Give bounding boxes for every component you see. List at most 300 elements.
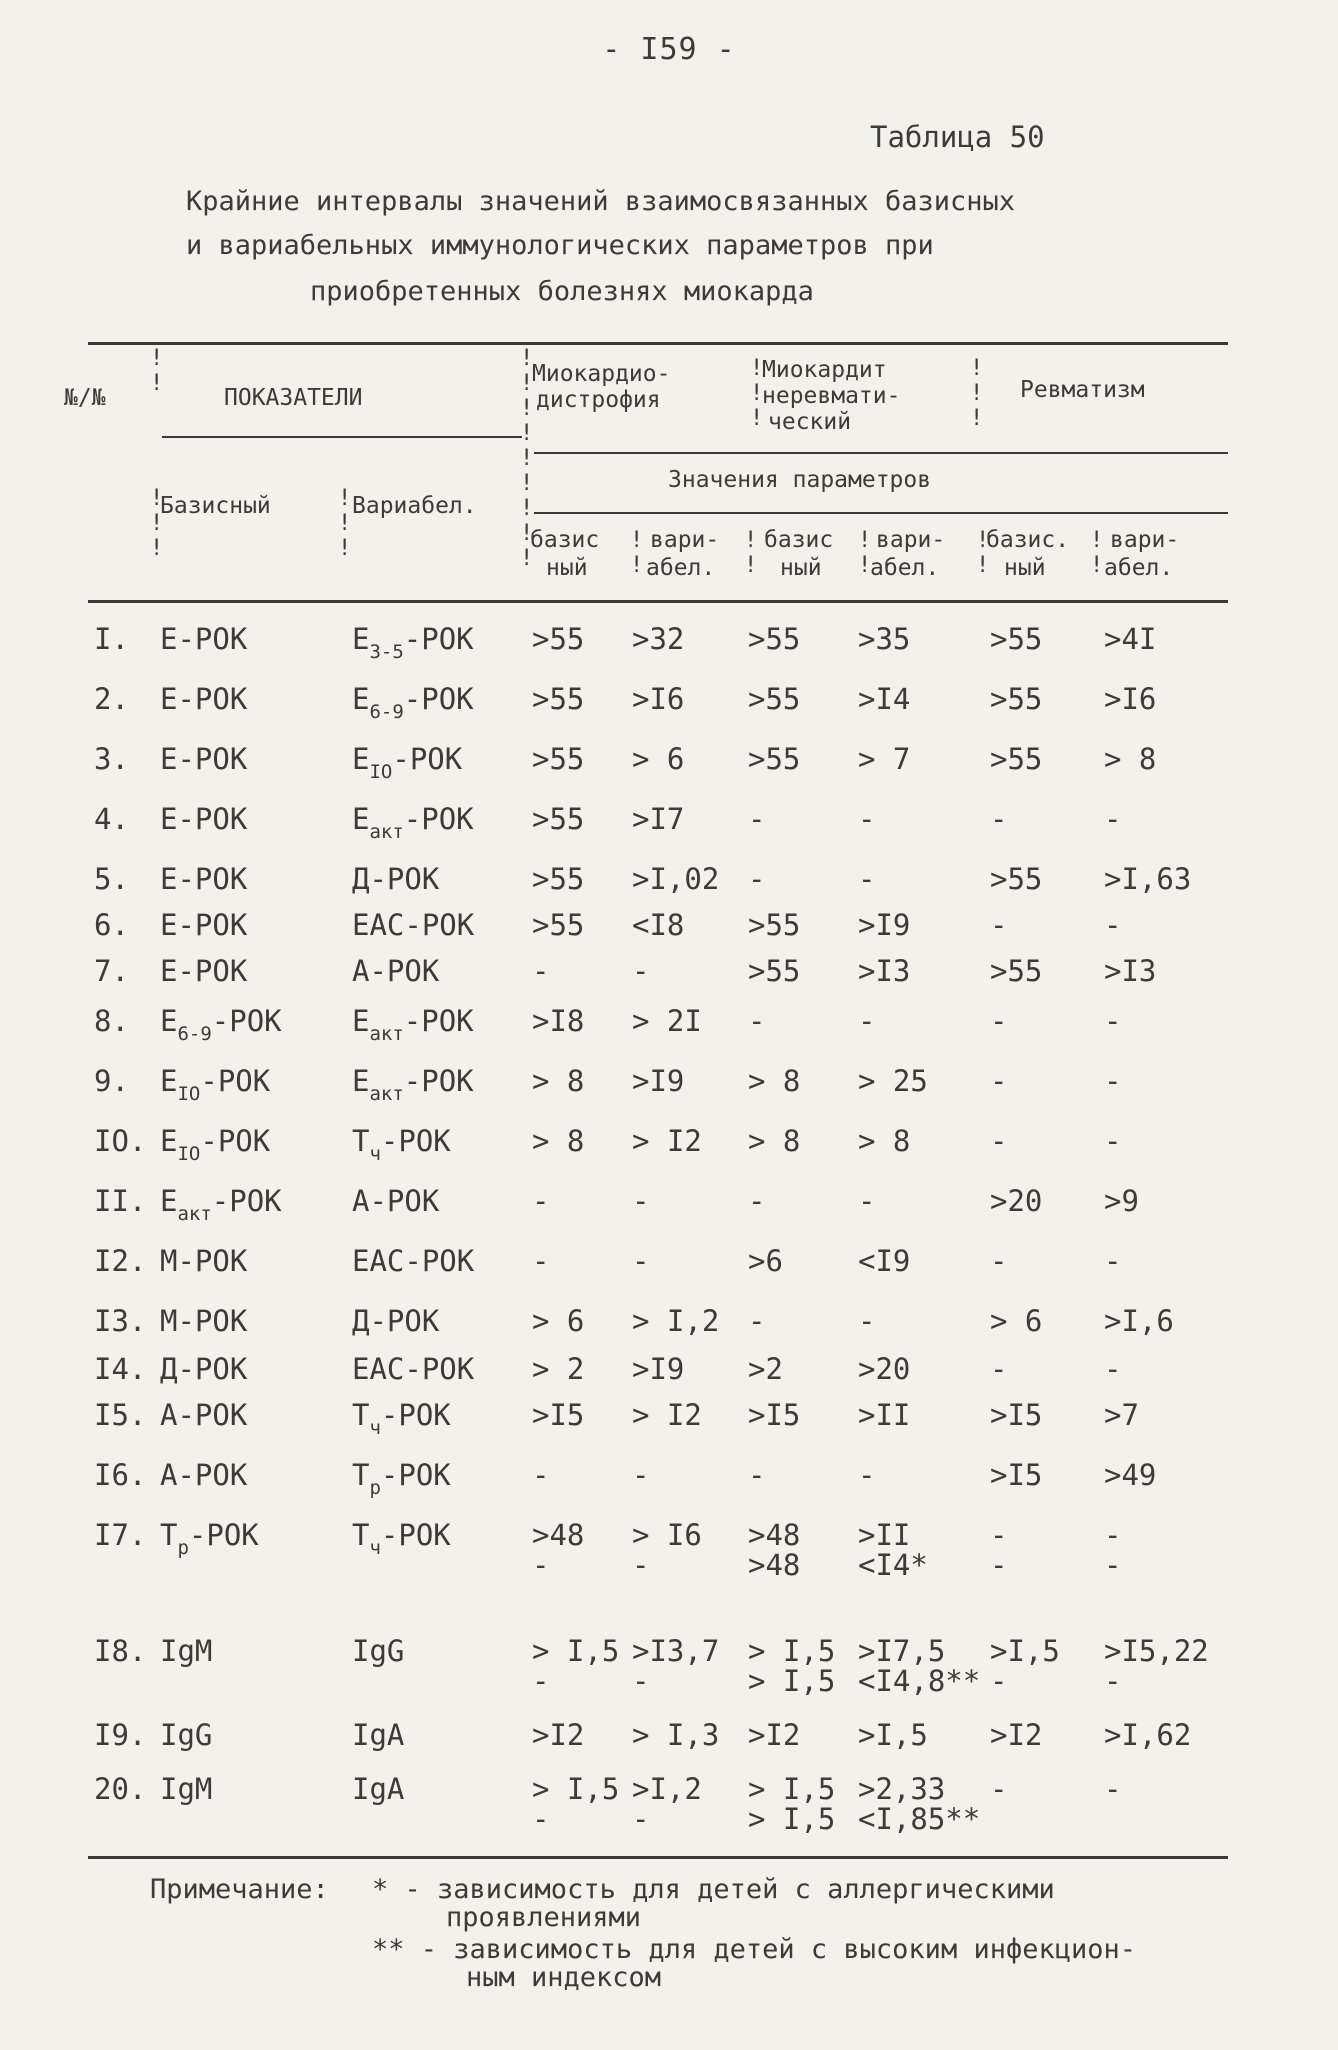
value-cell-secondary: - — [632, 1664, 650, 1698]
value-cell-secondary: - — [632, 1548, 650, 1582]
value-cell: - — [532, 1244, 550, 1278]
basis-indicator-main: IgM — [160, 1634, 213, 1668]
value-cell: > 2 — [532, 1352, 585, 1386]
row-number: 5. — [94, 862, 129, 896]
value-cell: - — [990, 1244, 1008, 1278]
variab-indicator-subscript: акт — [369, 1083, 404, 1105]
basis-indicator-main: А-РОК — [160, 1458, 248, 1492]
value-cell: - — [632, 1184, 650, 1218]
value-cell: - — [990, 908, 1008, 942]
basis-indicator — [160, 862, 247, 896]
variab-indicator-main: Е — [352, 682, 370, 716]
value-cell: - — [532, 1458, 550, 1492]
row-number: 4. — [94, 802, 129, 836]
value-cell-secondary: - — [532, 1802, 550, 1836]
variab-indicator — [352, 1772, 404, 1806]
variab-indicator — [352, 1352, 474, 1386]
header-basis-column: Базисный — [160, 493, 271, 519]
variab-indicator — [352, 1634, 404, 1668]
table-title-line-1: Крайние интервалы значений взаимосвязанных базисных — [186, 186, 1016, 217]
table-title-line-3: приобретенных болезнях миокарда — [310, 276, 814, 307]
value-cell: >55 — [990, 954, 1043, 988]
header-group-myocarditis-l2: неревмати- — [762, 383, 901, 409]
value-cell: >48 — [532, 1518, 585, 1552]
header-sub-var-1: вари- — [650, 527, 720, 553]
value-cell: - — [990, 802, 1008, 836]
row-number: 9. — [94, 1064, 129, 1098]
indicators-underline — [162, 436, 522, 438]
header-divider: ! ! — [1090, 528, 1104, 578]
header-divider: ! ! ! — [338, 486, 352, 561]
basis-indicator-suffix: -РОК — [200, 1124, 271, 1158]
basis-indicator-suffix: -РОК — [211, 1004, 282, 1038]
basis-indicator — [160, 954, 247, 988]
header-number: №/№ — [64, 385, 106, 411]
header-sub-var-3: вари- — [1110, 527, 1180, 553]
value-cell: > 8 — [858, 1124, 911, 1158]
note-line-2: проявлениями — [446, 1902, 642, 1933]
value-cell: >I2 — [990, 1718, 1043, 1752]
value-cell-secondary: - — [532, 1664, 550, 1698]
value-cell: >I3 — [858, 954, 911, 988]
value-cell-secondary: - — [1104, 1664, 1122, 1698]
value-cell: - — [1104, 1124, 1122, 1158]
basis-indicator-suffix: -РОК — [211, 1184, 282, 1218]
variab-indicator — [352, 1184, 439, 1218]
header-divider: ! ! — [744, 528, 758, 578]
value-cell: >I9 — [858, 908, 911, 942]
row-number: I3. — [94, 1304, 147, 1338]
row-number: I2. — [94, 1244, 147, 1278]
value-cell: - — [1104, 1772, 1122, 1806]
values-underline — [534, 512, 1228, 514]
value-cell: >9 — [1104, 1184, 1139, 1218]
value-cell: >I,62 — [1104, 1718, 1192, 1752]
table-bottom-rule — [88, 1856, 1228, 1859]
row-number: I5. — [94, 1398, 147, 1432]
value-cell: - — [1104, 1244, 1122, 1278]
row-number: I. — [94, 622, 129, 656]
value-cell-secondary: - — [990, 1548, 1008, 1582]
basis-indicator-main: А-РОК — [160, 1398, 248, 1432]
basis-indicator-main: Е — [160, 1004, 178, 1038]
header-divider: ! ! — [858, 528, 872, 578]
value-cell: >I9 — [632, 1352, 685, 1386]
row-number: I8. — [94, 1634, 147, 1668]
basis-indicator — [160, 1398, 247, 1432]
header-sub-basis-1b: ный — [546, 555, 588, 581]
variab-indicator-main: Е — [352, 1004, 370, 1038]
variab-indicator — [352, 1398, 451, 1439]
value-cell: >II — [858, 1398, 911, 1432]
value-cell: > I,3 — [632, 1718, 720, 1752]
variab-indicator-main: Е — [352, 622, 370, 656]
value-cell: > I2 — [632, 1398, 702, 1432]
variab-indicator-main: Т — [352, 1458, 370, 1492]
variab-indicator-subscript: 6-9 — [369, 701, 404, 723]
value-cell: >I,5 — [858, 1718, 928, 1752]
value-cell: > 8 — [532, 1064, 585, 1098]
value-cell: >35 — [858, 622, 911, 656]
value-cell: - — [748, 1458, 766, 1492]
value-cell: >I8 — [532, 1004, 585, 1038]
header-sub-var-2b: абел. — [870, 555, 940, 581]
value-cell: - — [990, 1518, 1008, 1552]
header-bottom-rule — [88, 600, 1228, 603]
value-cell: - — [532, 1184, 550, 1218]
value-cell: >I,5 — [990, 1634, 1060, 1668]
value-cell-secondary: <I,85** — [858, 1802, 981, 1836]
variab-indicator — [352, 802, 474, 843]
value-cell: >I,63 — [1104, 862, 1192, 896]
variab-indicator-main: А-РОК — [352, 954, 440, 988]
basis-indicator — [160, 1304, 247, 1338]
note-line-3: ** - зависимость для детей с высоким инфекцион- — [372, 1934, 1137, 1965]
value-cell: >II — [858, 1518, 911, 1552]
header-group-rheumatism: Ревматизм — [1020, 377, 1145, 403]
variab-indicator-suffix: -РОК — [380, 1124, 451, 1158]
value-cell: >55 — [532, 742, 585, 776]
header-divider: ! ! — [630, 528, 644, 578]
value-cell: - — [748, 862, 766, 896]
header-variab-column: Вариабел. — [352, 493, 477, 519]
header-divider: ! ! — [976, 528, 990, 578]
header-group-myocardiodystrophy-l1: Миокардио- — [532, 361, 671, 387]
value-cell-secondary: - — [1104, 1548, 1122, 1582]
value-cell: > 8 — [748, 1064, 801, 1098]
value-cell-secondary: > I,5 — [748, 1664, 836, 1698]
header-divider: ! ! ! ! ! ! ! ! ! — [520, 346, 534, 571]
basis-indicator-main: IgM — [160, 1772, 213, 1806]
value-cell: >55 — [990, 742, 1043, 776]
basis-indicator-main: Е — [160, 1064, 178, 1098]
basis-indicator-main: Е-РОК — [160, 742, 248, 776]
table-title-line-2: и вариабельных иммунологических параметров при — [186, 230, 934, 261]
basis-indicator-subscript: акт — [177, 1203, 212, 1225]
value-cell: - — [858, 1184, 876, 1218]
value-cell: - — [990, 1352, 1008, 1386]
value-cell: > 8 — [748, 1124, 801, 1158]
variab-indicator-subscript: акт — [369, 1023, 404, 1045]
page-number: - I59 - — [602, 32, 736, 67]
row-number: I6. — [94, 1458, 147, 1492]
value-cell: > I,2 — [632, 1304, 720, 1338]
variab-indicator — [352, 1718, 404, 1752]
header-divider: ! ! ! — [750, 356, 764, 431]
header-sub-var-2: вари- — [876, 527, 946, 553]
value-cell: > 8 — [532, 1124, 585, 1158]
variab-indicator-suffix: -РОК — [380, 1518, 451, 1552]
variab-indicator — [352, 622, 474, 663]
variab-indicator-main: Т — [352, 1518, 370, 1552]
value-cell: >55 — [532, 802, 585, 836]
value-cell: > I2 — [632, 1124, 702, 1158]
value-cell: - — [858, 1458, 876, 1492]
value-cell: >55 — [532, 682, 585, 716]
basis-indicator — [160, 1634, 212, 1668]
note-label: Примечание: — [150, 1874, 329, 1905]
value-cell: >I,6 — [1104, 1304, 1174, 1338]
value-cell-secondary: <I4* — [858, 1548, 928, 1582]
value-cell: >I2 — [532, 1718, 585, 1752]
header-divider: ! ! ! — [150, 486, 164, 561]
value-cell: > I,5 — [748, 1634, 836, 1668]
variab-indicator-suffix: -РОК — [392, 742, 463, 776]
basis-indicator-main: Е-РОК — [160, 954, 248, 988]
value-cell: >2 — [748, 1352, 783, 1386]
variab-indicator-suffix: -РОК — [380, 1398, 451, 1432]
basis-indicator — [160, 1124, 271, 1165]
value-cell: >20 — [990, 1184, 1043, 1218]
variab-indicator-main: Д-РОК — [352, 1304, 440, 1338]
variab-indicator-main: Т — [352, 1124, 370, 1158]
basis-indicator-subscript: IO — [177, 1143, 201, 1165]
value-cell: >55 — [748, 622, 801, 656]
value-cell: <I8 — [632, 908, 685, 942]
variab-indicator — [352, 682, 474, 723]
header-group-myocarditis-l3: ческий — [768, 409, 852, 435]
value-cell: - — [858, 862, 876, 896]
table-top-rule — [88, 342, 1228, 345]
value-cell: - — [632, 1244, 650, 1278]
variab-indicator-main: IgA — [352, 1718, 405, 1752]
header-sub-var-3b: абел. — [1104, 555, 1174, 581]
variab-indicator-main: ЕАС-РОК — [352, 908, 475, 942]
variab-indicator-main: Е — [352, 1064, 370, 1098]
value-cell: >I6 — [632, 682, 685, 716]
value-cell: - — [748, 1184, 766, 1218]
variab-indicator-main: А-РОК — [352, 1184, 440, 1218]
value-cell: >I7,5 — [858, 1634, 946, 1668]
value-cell: >48 — [748, 1518, 801, 1552]
header-sub-basis-3b: ный — [1004, 555, 1046, 581]
value-cell: >I5 — [748, 1398, 801, 1432]
basis-indicator-main: Е-РОК — [160, 622, 248, 656]
row-number: I7. — [94, 1518, 147, 1552]
row-number: 8. — [94, 1004, 129, 1038]
value-cell: - — [632, 1458, 650, 1492]
value-cell: > 8 — [1104, 742, 1157, 776]
value-cell: - — [858, 1004, 876, 1038]
value-cell: >I5 — [990, 1458, 1043, 1492]
basis-indicator — [160, 908, 247, 942]
value-cell: >I,2 — [632, 1772, 702, 1806]
value-cell: > 7 — [858, 742, 911, 776]
row-number: IO. — [94, 1124, 147, 1158]
variab-indicator — [352, 908, 474, 942]
variab-indicator-main: ЕАС-РОК — [352, 1244, 475, 1278]
basis-indicator-main: М-РОК — [160, 1304, 248, 1338]
value-cell: - — [858, 802, 876, 836]
value-cell: >I9 — [632, 1064, 685, 1098]
variab-indicator — [352, 1064, 474, 1105]
value-cell: - — [990, 1004, 1008, 1038]
value-cell: >2,33 — [858, 1772, 946, 1806]
basis-indicator — [160, 742, 247, 776]
variab-indicator-subscript: р — [369, 1477, 381, 1499]
basis-indicator — [160, 1352, 247, 1386]
basis-indicator-suffix: -РОК — [188, 1518, 259, 1552]
value-cell: >I3 — [1104, 954, 1157, 988]
value-cell-secondary: - — [632, 1802, 650, 1836]
basis-indicator-main: Е — [160, 1124, 178, 1158]
variab-indicator-subscript: ч — [369, 1537, 381, 1559]
header-sub-basis-3: базис. — [986, 527, 1070, 553]
value-cell: - — [1104, 1064, 1122, 1098]
row-number: 3. — [94, 742, 129, 776]
value-cell: > I,5 — [532, 1772, 620, 1806]
variab-indicator-suffix: -РОК — [403, 682, 474, 716]
variab-indicator-main: Т — [352, 1398, 370, 1432]
header-sub-basis-2b: ный — [780, 555, 822, 581]
basis-indicator — [160, 802, 247, 836]
variab-indicator-main: IgG — [352, 1634, 405, 1668]
value-cell: > I,5 — [748, 1772, 836, 1806]
header-divider: ! ! — [150, 346, 164, 396]
value-cell: - — [748, 1004, 766, 1038]
variab-indicator-main: IgA — [352, 1772, 405, 1806]
note-line-4: ным индексом — [466, 1962, 662, 1993]
basis-indicator — [160, 1184, 282, 1225]
value-cell: >55 — [748, 954, 801, 988]
value-cell: >I7 — [632, 802, 685, 836]
value-cell: >55 — [990, 682, 1043, 716]
value-cell: >7 — [1104, 1398, 1139, 1432]
value-cell: - — [748, 1304, 766, 1338]
value-cell: - — [532, 954, 550, 988]
basis-indicator — [160, 1064, 271, 1105]
value-cell-secondary: > I,5 — [748, 1802, 836, 1836]
value-cell: - — [1104, 908, 1122, 942]
variab-indicator-suffix: -РОК — [403, 622, 474, 656]
value-cell: > 6 — [532, 1304, 585, 1338]
basis-indicator-subscript: IO — [177, 1083, 201, 1105]
value-cell: >I3,7 — [632, 1634, 720, 1668]
value-cell: >6 — [748, 1244, 783, 1278]
basis-indicator — [160, 1718, 212, 1752]
value-cell: > 2I — [632, 1004, 702, 1038]
basis-indicator-main: IgG — [160, 1718, 213, 1752]
row-number: 7. — [94, 954, 129, 988]
header-group-myocarditis-l1: Миокардит — [762, 357, 887, 383]
value-cell: - — [1104, 802, 1122, 836]
value-cell-secondary: <I4,8** — [858, 1664, 981, 1698]
variab-indicator-main: Е — [352, 802, 370, 836]
row-number: 6. — [94, 908, 129, 942]
basis-indicator-main: Е-РОК — [160, 682, 248, 716]
note-line-1: * - зависимость для детей с аллергическими — [372, 1874, 1055, 1905]
variab-indicator — [352, 954, 439, 988]
value-cell: >49 — [1104, 1458, 1157, 1492]
value-cell: > 6 — [632, 742, 685, 776]
table-label: Таблица 50 — [870, 120, 1045, 154]
value-cell: - — [1104, 1518, 1122, 1552]
value-cell: >55 — [990, 862, 1043, 896]
header-group-myocardiodystrophy-l2: дистрофия — [536, 387, 661, 413]
value-cell: >I5,22 — [1104, 1634, 1209, 1668]
value-cell: - — [990, 1064, 1008, 1098]
value-cell: - — [1104, 1352, 1122, 1386]
value-cell: >55 — [990, 622, 1043, 656]
variab-indicator-main: ЕАС-РОК — [352, 1352, 475, 1386]
header-sub-var-1b: абел. — [646, 555, 716, 581]
value-cell: >I6 — [1104, 682, 1157, 716]
variab-indicator-subscript: IO — [369, 761, 393, 783]
variab-indicator — [352, 862, 439, 896]
value-cell: >55 — [748, 908, 801, 942]
variab-indicator-subscript: ч — [369, 1143, 381, 1165]
value-cell-secondary: - — [990, 1664, 1008, 1698]
value-cell: >4I — [1104, 622, 1157, 656]
value-cell: - — [1104, 1004, 1122, 1038]
variab-indicator-subscript: ч — [369, 1417, 381, 1439]
basis-indicator-subscript: р — [177, 1537, 189, 1559]
value-cell: - — [858, 1304, 876, 1338]
variab-indicator-suffix: -РОК — [380, 1458, 451, 1492]
value-cell: >I2 — [748, 1718, 801, 1752]
row-number: 2. — [94, 682, 129, 716]
basis-indicator — [160, 1772, 212, 1806]
header-indicators: ПОКАЗАТЕЛИ — [224, 385, 363, 411]
header-values: Значения параметров — [668, 467, 932, 493]
variab-indicator-subscript: 3-5 — [369, 641, 404, 663]
header-sub-basis-1: базис — [530, 527, 600, 553]
basis-indicator-main: Е — [160, 1184, 178, 1218]
basis-indicator — [160, 1244, 247, 1278]
row-number: 20. — [94, 1772, 147, 1806]
basis-indicator — [160, 682, 247, 716]
header-sub-basis-2: базис — [764, 527, 834, 553]
header-divider: ! ! ! — [970, 356, 984, 431]
row-number: I9. — [94, 1718, 147, 1752]
value-cell: >55 — [532, 622, 585, 656]
value-cell: - — [990, 1124, 1008, 1158]
basis-indicator-main: Е-РОК — [160, 802, 248, 836]
value-cell: >I4 — [858, 682, 911, 716]
value-cell: > 25 — [858, 1064, 928, 1098]
basis-indicator — [160, 1004, 282, 1045]
groups-underline — [534, 452, 1228, 454]
value-cell-secondary: - — [532, 1548, 550, 1582]
basis-indicator-main: Т — [160, 1518, 178, 1552]
basis-indicator-subscript: 6-9 — [177, 1023, 212, 1045]
value-cell: >I5 — [532, 1398, 585, 1432]
value-cell: >32 — [632, 622, 685, 656]
value-cell: >55 — [532, 862, 585, 896]
value-cell: <I9 — [858, 1244, 911, 1278]
value-cell: >20 — [858, 1352, 911, 1386]
variab-indicator — [352, 1004, 474, 1045]
variab-indicator — [352, 1458, 451, 1499]
variab-indicator-suffix: -РОК — [403, 1064, 474, 1098]
value-cell: - — [990, 1772, 1008, 1806]
variab-indicator — [352, 1518, 451, 1559]
variab-indicator — [352, 1304, 439, 1338]
variab-indicator — [352, 1124, 451, 1165]
basis-indicator-suffix: -РОК — [200, 1064, 271, 1098]
basis-indicator — [160, 1518, 259, 1559]
value-cell: >55 — [748, 682, 801, 716]
value-cell: >I5 — [990, 1398, 1043, 1432]
row-number: II. — [94, 1184, 147, 1218]
variab-indicator-subscript: акт — [369, 821, 404, 843]
value-cell: > I6 — [632, 1518, 702, 1552]
basis-indicator — [160, 622, 247, 656]
variab-indicator — [352, 742, 463, 783]
basis-indicator-main: М-РОК — [160, 1244, 248, 1278]
value-cell: > I,5 — [532, 1634, 620, 1668]
value-cell: >55 — [748, 742, 801, 776]
